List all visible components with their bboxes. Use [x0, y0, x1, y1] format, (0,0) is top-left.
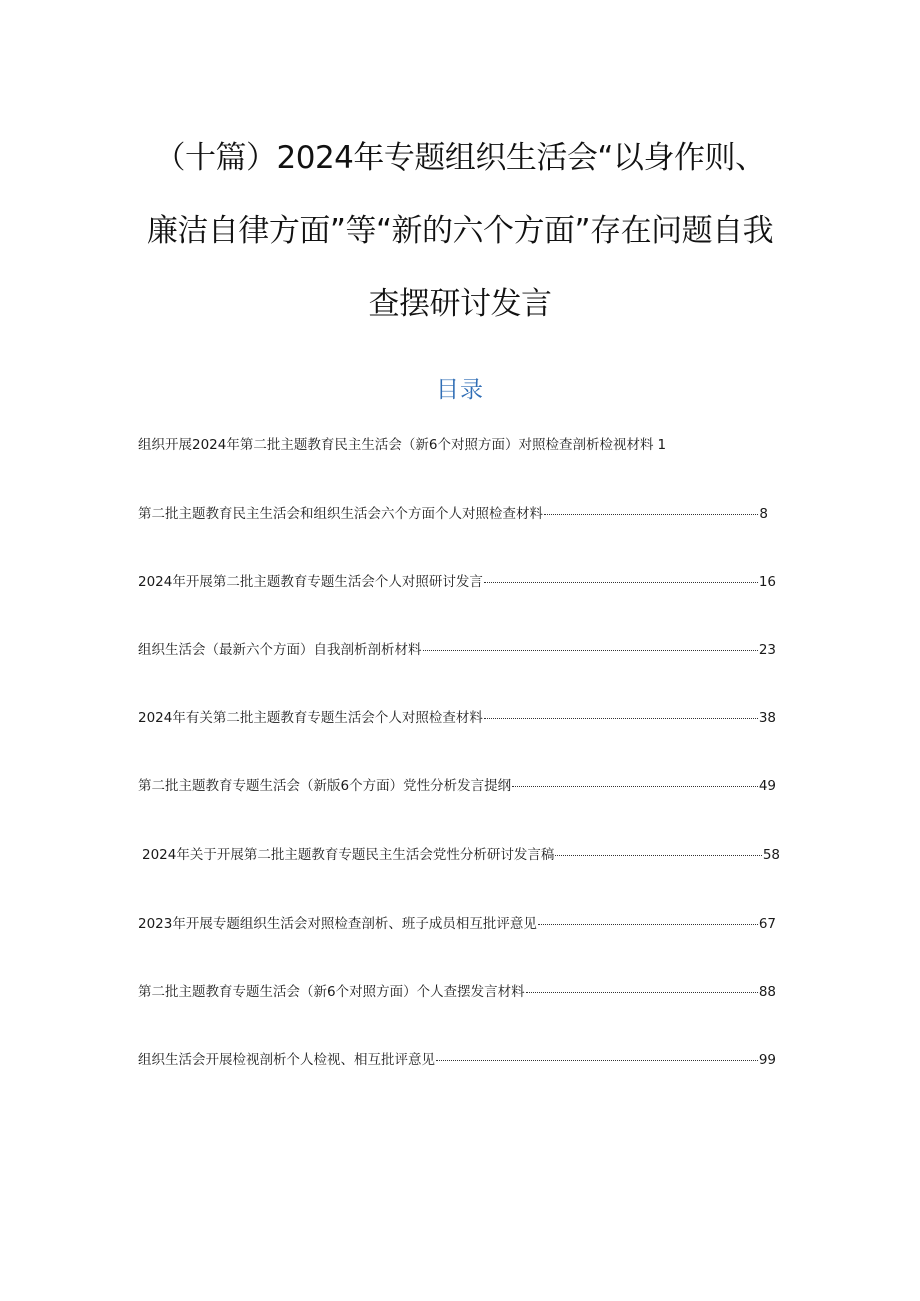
dot-leader	[423, 649, 758, 651]
dot-leader	[436, 1059, 758, 1061]
toc-entry-6[interactable]	[138, 775, 776, 797]
toc-entry-2[interactable]	[138, 503, 768, 525]
toc-entry-3[interactable]	[138, 571, 776, 593]
toc-entry-text: 第二批主题教育民主生活会和组织生活会六个方面个人对照检查材料	[138, 506, 543, 522]
toc-page-number: 1	[657, 437, 667, 453]
dot-leader	[484, 581, 758, 583]
dot-leader	[555, 854, 761, 856]
toc-entry-text: 组织生活会（最新六个方面）自我剖析剖析材料	[138, 642, 422, 658]
toc-entry-text: 第二批主题教育专题生活会（新6个对照方面）个人查摆发言材料	[138, 984, 525, 1000]
dot-leader	[538, 923, 758, 925]
toc-page-number: 23	[758, 642, 776, 658]
toc-page-number: 49	[758, 778, 776, 794]
toc-page-number: 8	[759, 506, 768, 522]
toc-entry-text: 第二批主题教育专题生活会（新版6个方面）党性分析发言提纲	[138, 778, 512, 794]
toc-entry-text: 2023年开展专题组织生活会对照检查剖析、班子成员相互批评意见	[138, 916, 537, 932]
toc-page-number: 58	[762, 847, 780, 863]
table-of-contents	[138, 0, 778, 1301]
toc-entry-10[interactable]	[138, 1049, 776, 1071]
toc-page-number: 16	[758, 574, 776, 590]
toc-entry-text: 2024年开展第二批主题教育专题生活会个人对照研讨发言	[138, 574, 483, 590]
toc-entry-5[interactable]	[138, 707, 776, 729]
toc-entry-text: 组织开展2024年第二批主题教育民主生活会（新6个对照方面）对照检查剖析检视材料	[138, 437, 654, 453]
toc-entry-9[interactable]	[138, 981, 776, 1003]
toc-page-number: 88	[758, 984, 776, 1000]
dot-leader	[484, 717, 758, 719]
toc-entry-7[interactable]	[142, 844, 780, 866]
toc-page-number: 67	[758, 916, 776, 932]
toc-page-number: 38	[758, 710, 776, 726]
toc-page-number: 99	[758, 1052, 776, 1068]
toc-entry-text: 2024年有关第二批主题教育专题生活会个人对照检查材料	[138, 710, 483, 726]
title-line-2: 廉洁自律方面”等“新的六个方面”存在问题自我	[146, 213, 774, 249]
toc-heading: 目录	[436, 377, 484, 403]
title-line-1: （十篇）2024年专题组织生活会“以身作则、	[154, 140, 766, 176]
toc-entry-text: 组织生活会开展检视剖析个人检视、相互批评意见	[138, 1052, 435, 1068]
dot-leader	[526, 991, 758, 993]
toc-entry-text: 2024年关于开展第二批主题教育专题民主生活会党性分析研讨发言稿	[142, 847, 555, 863]
toc-entry-4[interactable]	[138, 639, 776, 661]
dot-leader	[544, 513, 758, 515]
toc-entry-1[interactable]	[138, 434, 738, 456]
title-line-3: 查摆研讨发言	[368, 286, 552, 322]
dot-leader	[512, 785, 758, 787]
toc-entry-8[interactable]	[138, 913, 776, 935]
